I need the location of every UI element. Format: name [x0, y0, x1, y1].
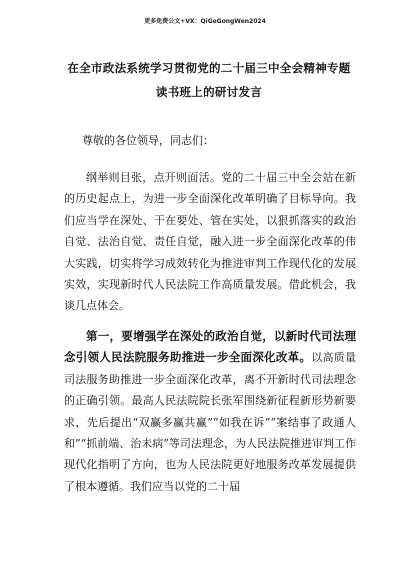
paragraph-point-one	[64, 326, 356, 497]
paragraph-text: 纲举则目张，点开则面活。党的二十届三中全会站在新的历史起点上，为进一步全面深化改革明确了目标导向。我们应当学在深处、干在要处、管在实处，以狠抓落实的政治自觉、法治自觉、责任自觉，融入进一步全面深化改革的伟大实践，切实将学习成效转化为推进审判工作现代化的发展实效，实现新时代人民法院工作高质量发展。借此机会，我谈几点体会。	[64, 171, 356, 313]
header-note: 更多免费公文+VX：QiGeGongWen2024	[144, 18, 266, 25]
paragraph-lead: 第一，要增强学在深处的政治自觉，以新时代司法理念引领人民法院服务助推进一步全面深化改革。	[64, 329, 356, 365]
paragraph-intro	[64, 167, 356, 317]
salutation: 尊敬的各位领导，同志们：	[82, 134, 214, 147]
paragraph-text: 以高质量司法服务助推进一步全面深化改革，离不开新时代司法理念的正确引领。最高人民法院院长张军围绕新征程新形势新要求，先后提出“双赢多赢共赢”“如我在诉”“案结事了政通人和”“抓前端、治未病”等司法理念，为人民法院推进审判工作现代化指明了方向，也为人民法院更好地服务改革发展提供了根本遵循。我们应当以党的二十届	[64, 351, 356, 493]
document-title: 在全市政法系统学习贯彻党的二十届三中全会精神专题读书班上的研讨发言	[67, 61, 351, 99]
